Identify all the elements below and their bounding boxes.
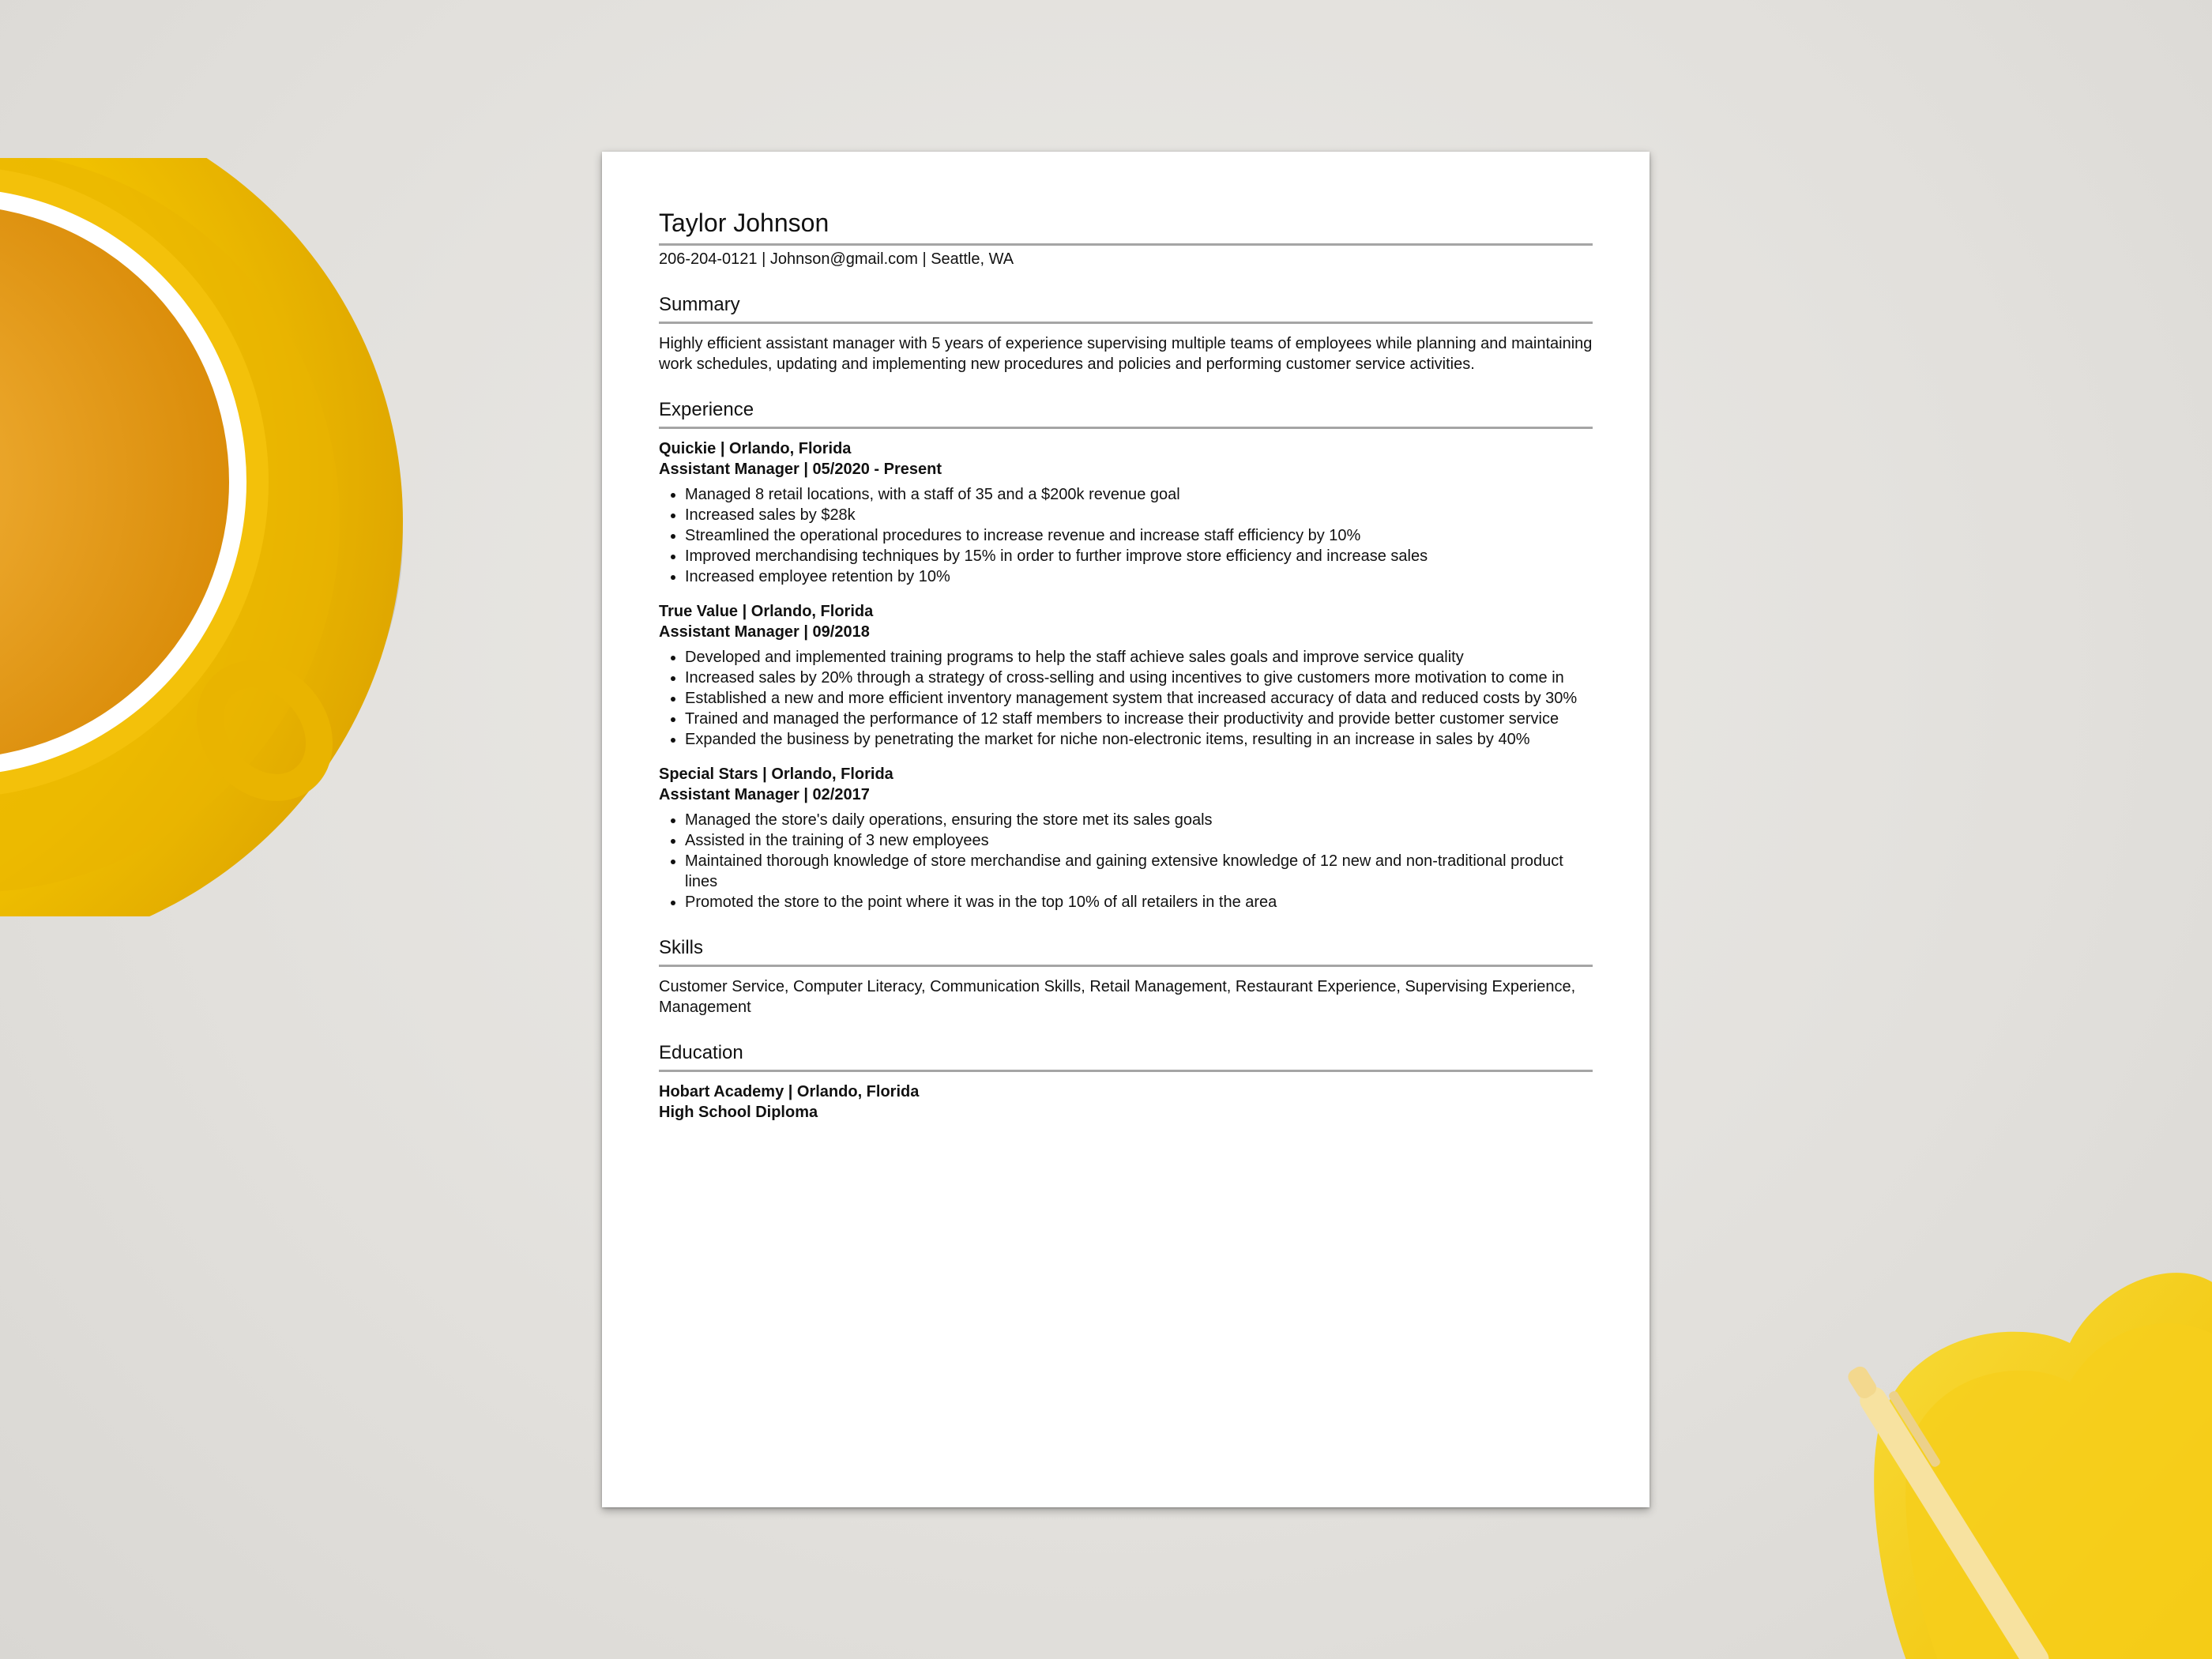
job-bullet: • Developed and implemented training programs to help the staff achieve sales goals and improve service quality [685, 647, 1593, 668]
name-divider [659, 243, 1593, 246]
job-bullets [659, 484, 1593, 587]
summary-text: Highly efficient assistant manager with 5 years of experience supervising multiple teams of employees while planning and maintaining work schedules, updating and implementing new procedures and policies and performing customer service activities. [659, 335, 1593, 373]
job-bullets [659, 810, 1593, 912]
resume-name: Taylor Johnson [659, 209, 830, 237]
heart-dish-decoration [1817, 1185, 2212, 1659]
job-role: Assistant Manager | 05/2020 - Present [659, 461, 942, 478]
job-bullet: • Managed 8 retail locations, with a staff of 35 and a $200k revenue goal [685, 484, 1593, 505]
education-heading: Education [659, 1042, 743, 1063]
job-entry [659, 438, 1593, 587]
job-role: Assistant Manager | 02/2017 [659, 786, 870, 803]
education-section [659, 1041, 1593, 1123]
job-bullet: • Assisted in the training of 3 new employees [685, 830, 1593, 851]
job-company: True Value | Orlando, Florida [659, 603, 874, 620]
education-degree: High School Diploma [659, 1104, 818, 1121]
job-bullet: • Promoted the store to the point where it was in the top 10% of all retailers in the area [685, 892, 1593, 912]
job-company: Quickie | Orlando, Florida [659, 440, 852, 457]
job-bullet: • Expanded the business by penetrating the market for niche non-electronic items, resulting in an increase in sales by 40% [685, 729, 1593, 750]
job-role: Assistant Manager | 09/2018 [659, 623, 870, 641]
job-company: Special Stars | Orlando, Florida [659, 766, 893, 783]
experience-section [659, 398, 1593, 912]
job-entry [659, 601, 1593, 750]
job-entry [659, 764, 1593, 912]
job-bullet: • Managed the store's daily operations, ensuring the store met its sales goals [685, 810, 1593, 830]
job-bullet: • Increased employee retention by 10% [685, 566, 1593, 587]
education-school: Hobart Academy | Orlando, Florida [659, 1083, 920, 1100]
job-bullet: • Established a new and more efficient inventory management system that increased accuracy of data and reduced costs by 30% [685, 688, 1593, 709]
experience-heading: Experience [659, 399, 754, 420]
job-bullets [659, 647, 1593, 750]
job-bullet: • Increased sales by 20% through a strategy of cross-selling and using incentives to give customers more motivation to come in [685, 668, 1593, 688]
skills-heading: Skills [659, 937, 704, 958]
job-bullet: • Streamlined the operational procedures to increase revenue and increase staff efficiency by 10% [685, 525, 1593, 546]
summary-heading: Summary [659, 294, 740, 315]
skills-text: Customer Service, Computer Literacy, Communication Skills, Retail Management, Restaurant Experience, Supervising Experience, Management [659, 978, 1576, 1016]
job-bullet: • Maintained thorough knowledge of store merchandise and gaining extensive knowledge of 12 new and non-traditional product lines [685, 851, 1593, 892]
contact-line: 206-204-0121 | Johnson@gmail.com | Seattle, WA [659, 250, 1014, 268]
education-divider [659, 1070, 1593, 1072]
skills-section [659, 936, 1593, 1018]
job-bullet: • Trained and managed the performance of 12 staff members to increase their productivity and provide better customer service [685, 709, 1593, 729]
coffee-cup-decoration [0, 158, 411, 916]
job-bullet: • Increased sales by $28k [685, 505, 1593, 525]
resume-page [602, 152, 1650, 1507]
job-bullet: • Improved merchandising techniques by 15% in order to further improve store efficiency and increase sales [685, 546, 1593, 566]
experience-divider [659, 427, 1593, 429]
skills-divider [659, 965, 1593, 967]
summary-divider [659, 322, 1593, 324]
summary-section [659, 293, 1593, 374]
